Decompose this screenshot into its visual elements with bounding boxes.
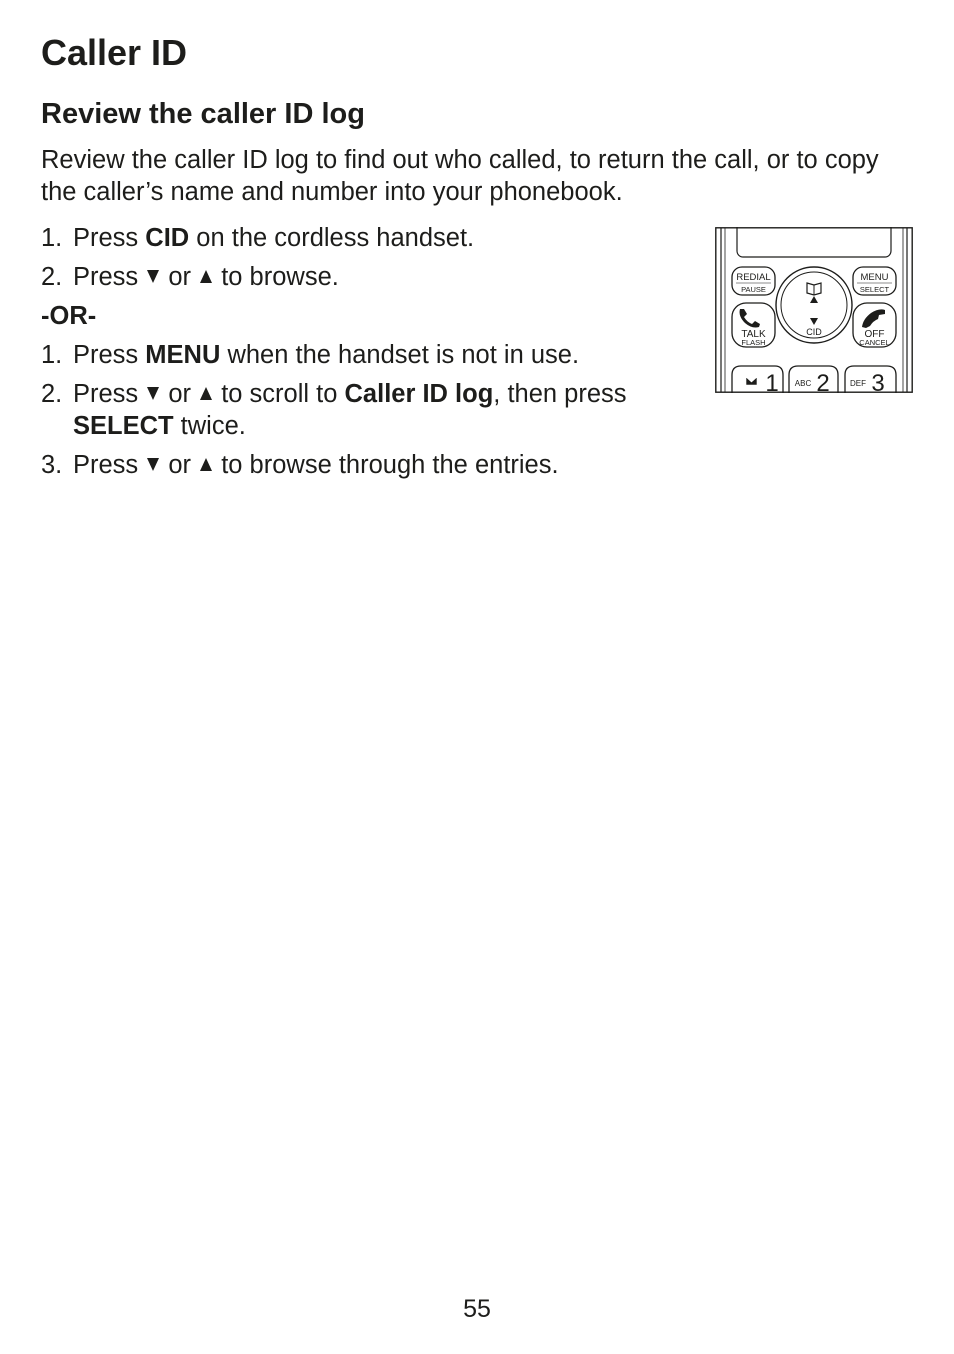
key-1-digit: 1: [765, 370, 779, 393]
down-arrow-icon: [147, 458, 159, 471]
step-text: when the handset is not in use.: [220, 341, 580, 369]
or-separator: -OR-: [41, 302, 97, 330]
step-text: to browse through the entries.: [214, 451, 559, 479]
up-arrow-icon: [200, 458, 212, 471]
menu-option-label: Caller ID log: [344, 380, 494, 408]
handset-keypad-illustration: [715, 227, 913, 393]
redial-label: REDIAL: [736, 272, 771, 283]
step-number: 1.: [41, 341, 63, 369]
step-text: or: [161, 263, 199, 291]
key-3-letters: DEF: [850, 379, 866, 388]
step-number: 2.: [41, 380, 63, 408]
key-2-letters: ABC: [794, 379, 812, 388]
step-number: 1.: [41, 224, 63, 252]
step-text: or: [161, 380, 199, 408]
step-b1: [41, 339, 681, 371]
step-text: Press: [73, 341, 146, 369]
select-label: SELECT: [859, 285, 890, 294]
step-text: or: [161, 451, 199, 479]
down-arrow-icon: [147, 270, 159, 283]
pause-label: PAUSE: [741, 285, 766, 294]
menu-key-label: MENU: [145, 341, 221, 369]
page-number: 55: [463, 1295, 491, 1323]
talk-label: TALK: [741, 329, 766, 340]
cid-key-label: CID: [145, 224, 190, 252]
step-text: Press: [73, 380, 146, 408]
step-text: Press: [73, 224, 146, 252]
page-title: Caller ID: [41, 32, 188, 73]
key-3-digit: 3: [871, 370, 885, 393]
down-arrow-icon: [147, 387, 159, 400]
step-a2: [41, 261, 681, 293]
step-text: Press: [73, 451, 146, 479]
intro-paragraph: Review the caller ID log to find out who called, to return the call, or to copy the caller’s name and number into your phonebook.: [41, 146, 879, 206]
up-arrow-icon: [200, 387, 212, 400]
step-number: 2.: [41, 263, 63, 291]
key-2-digit: 2: [816, 370, 830, 393]
select-key-label: SELECT: [73, 412, 174, 440]
step-text: , then press: [493, 380, 627, 408]
step-text: to scroll to: [214, 380, 345, 408]
up-arrow-icon: [200, 270, 212, 283]
cancel-label: CANCEL: [859, 338, 890, 347]
instruction-steps: [41, 222, 681, 488]
off-label: OFF: [864, 329, 885, 340]
step-b2: [41, 378, 681, 442]
flash-label: FLASH: [741, 338, 766, 347]
step-b3: [41, 449, 681, 481]
step-text: twice.: [173, 412, 246, 440]
menu-label: MENU: [860, 272, 889, 283]
step-text: to browse.: [214, 263, 339, 291]
step-a1: [41, 222, 681, 254]
step-text: Press: [73, 263, 146, 291]
section-title: Review the caller ID log: [41, 98, 365, 130]
cid-label: CID: [806, 327, 822, 337]
step-number: 3.: [41, 451, 63, 479]
step-text: on the cordless handset.: [189, 224, 475, 252]
